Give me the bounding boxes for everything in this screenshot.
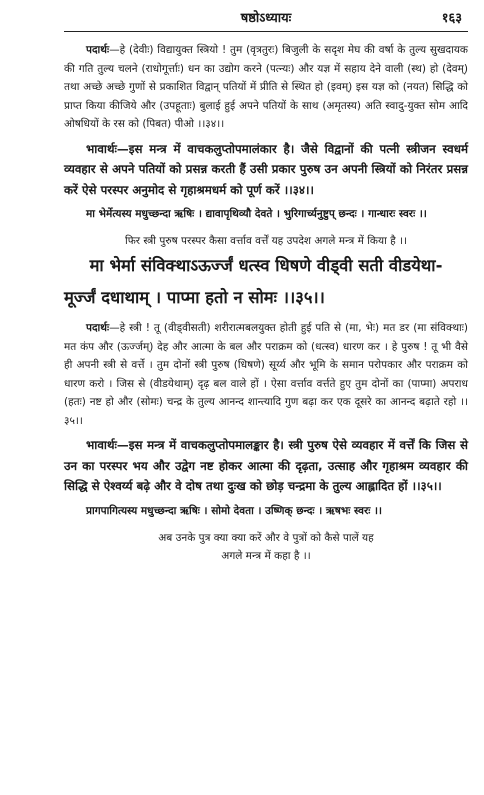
- padarth-label: पदार्थः: [86, 44, 110, 56]
- header-rule: [64, 31, 468, 32]
- padarth-text: —हे (देवीः) विद्यायुक्त स्त्रियो ! तुम (वृत्रतुरः) बिजुली के सदृश मेघ की वर्षा के तुल्य सुखदायक की गति तुल्य चलने (राधोगूर्त्ताः) धन का उद्योग करने (पत्न्यः) और यज्ञ में सहाय देने वाली (स्थ) हो (देवम्) तथा अच्छे अच्छे गुणों से प्रकाशित विद्वान् पतियों में प्रीति से स्थित हो (इवम्) इस यज्ञ को (नयत) सिद्धि को प्राप्त किया कीजिये और (उपहूताः) बुलाई हुई अपने पतियों के साथ (अमृतस्य) अति स्वादु-युक्त सोम आदि ओषधियों के रस को (पिबत) पीओ ।।३४।।: [64, 44, 468, 130]
- verse-35-intro: फिर स्त्री पुरुष परस्पर कैसा वर्त्ताव वर्त्तें यह उपदेश अगले मन्त्र में किया है ।।: [124, 235, 408, 247]
- verse-34-bhavarth: [64, 139, 468, 201]
- mantra-line-2: मूर्ज्जं दधाथाम् । पाप्मा हतो न सोमः ।।३५।।: [64, 288, 325, 307]
- verse-36-meta: प्रागपागित्यस्य मधुच्छन्दा ऋषिः । सोमो देवता । उष्णिक् छन्दः । ऋषभः स्वरः ।।: [86, 504, 382, 517]
- padarth-label: पदार्थः: [86, 322, 110, 334]
- bhavarth-label: भावार्थः: [86, 438, 117, 452]
- verse-35-padarth: [64, 319, 468, 430]
- verse-36-intro-line-1: अब उनके पुत्र क्या क्या करें और वे पुत्रों को कैसे पालें यह: [158, 531, 374, 544]
- verse-35-bhavarth: [64, 435, 468, 497]
- padarth-text: —हे स्त्री ! तू (वीड्वीसती) शरीरात्मबलयुक्त होती हुई पति से (मा, भेः) मत डर (मा संविक्थाः) मत कंप और (ऊर्ज्जम्) देह और आत्मा के बल और पराक्रम को (धत्स्व) धारण कर । हे पुरुष ! तू भी वैसे ही अपनी स्त्री से वर्त्ते । तुम दोनों स्त्री पुरुष (धिषणे) सूर्य्य और भूमि के समान परोपकार और पराक्रम को धारण करो । जिस से (वीडयेथाम्) दृढ़ बल वाले हों । ऐसा वर्त्ताव वर्त्तते हुए तुम दोनों का (पाप्मा) अपराध (हतः) नष्ट हो और (सोमः) चन्द्र के तुल्य आनन्द शान्त्यादि गुण बढ़ा कर एक दूसरे का आनन्द बढ़ाते रहो ।।३५।।: [64, 322, 468, 427]
- running-title: षष्ठोऽध्यायः: [240, 11, 292, 26]
- verse-35-meta: मा भेर्मेत्यस्य मधुच्छन्दा ऋषिः । द्यावापृथिव्यौ देवते । भुरिगार्च्यनुष्टुप् छन्दः । गान्धारः स्वरः ।।: [86, 208, 427, 220]
- mantra-line-1: मा भेर्मा संविक्थाऽऊर्ज्जं धत्स्व धिषणे वीड्वी सती वीडयेथा-: [89, 256, 443, 275]
- verse-34-padarth: [64, 41, 468, 134]
- bhavarth-label: भावार्थः: [86, 141, 117, 156]
- verse-36-intro-line-2: अगले मन्त्र में कहा है ।।: [221, 549, 311, 562]
- page-number: १६३: [441, 11, 462, 26]
- bhavarth-text: —इस मन्त्र में वाचकलुप्तोपमालंकार है। जैसे विद्वानों की पत्नी स्त्रीजन स्वधर्म व्यवहार से अपने पतियों को प्रसन्न करती हैं उसी प्रकार पुरुष उन अपनी स्त्रियों को निरंतर प्रसन्न करें ऐसे परस्पर अनुमोद से गृहाश्रमधर्म को पूर्ण करें ।।३४।।: [64, 141, 468, 197]
- page-header: [64, 0, 468, 36]
- bhavarth-text: —इस मन्त्र में वाचकलुप्तोपमालङ्कार है। स्त्री पुरुष ऐसे व्यवहार में वर्त्तें कि जिस से उन का परस्पर भय और उद्वेग नष्ट होकर आत्मा की दृढ़ता, उत्साह और गृहाश्रम व्यवहार की सिद्धि से ऐश्वर्य्य बढ़े और वे दोष तथा दुःख को छोड़ चन्द्रमा के तुल्य आह्लादित हों ।।३५।।: [64, 438, 468, 493]
